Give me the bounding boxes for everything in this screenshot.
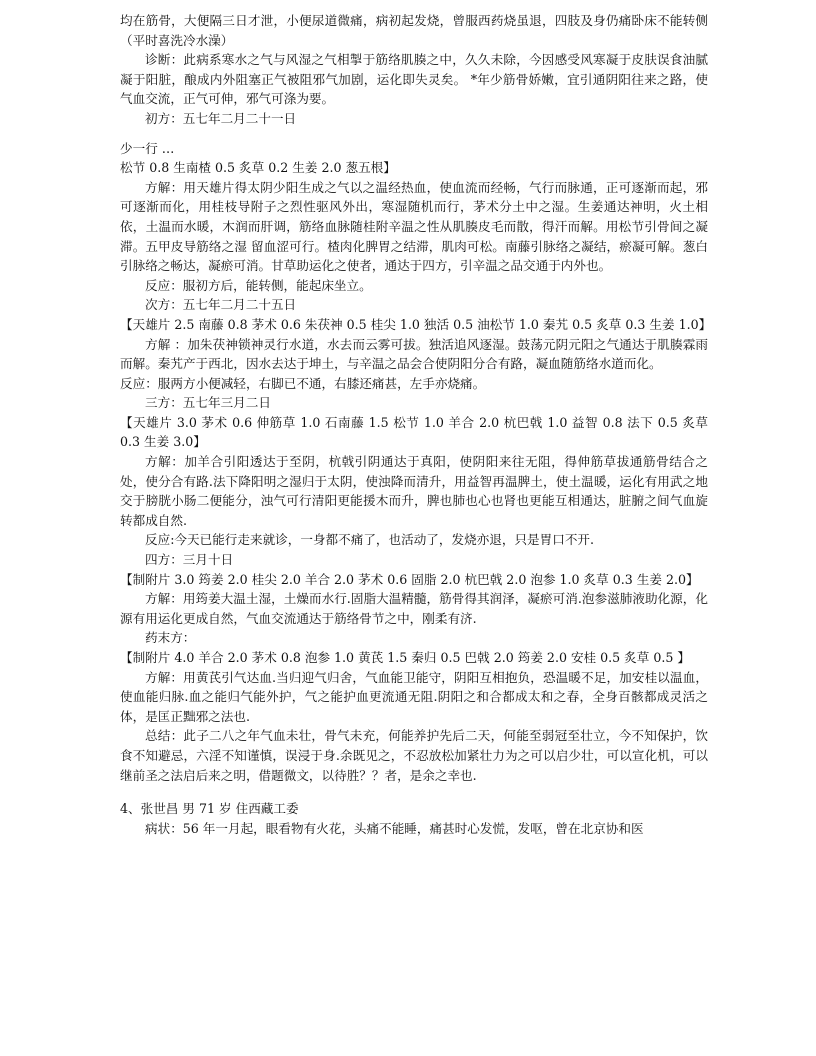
case3-diagnosis: 诊断：此病系寒水之气与风湿之气相掣于筋络肌腠之中，久久未除，今因感受风寒凝于皮肤误食油腻凝于阳脏，酿成内外阻塞正气被阻邪气加剧，运化即失灵矣。 *年少筋骨娇嫩，宜引通阴阳往来之路，使气血交流，正气可伸，邪气可涤为要。 [120, 52, 708, 107]
second-prescription-reaction: 反应：服两方小便减轻，右脚已不通，右膝还痛甚，左手亦烧痛。 [120, 375, 486, 391]
second-prescription-herbs: 【天雄片 2.5 南藤 0.8 茅术 0.6 朱茯神 0.5 桂尖 1.0 独活 0.5 油松节 1.0 秦艽 0.5 炙草 0.3 生姜 1.0】 [120, 316, 712, 332]
case3-summary: 总结：此子二八之年气血未壮，骨气未充，何能养护先后二天，何能至弱冠至壮立，今不知保护，饮食不知避忌，六淫不知谨慎，误浸于身.余既见之，不忍放松加紧壮力为之可以启少壮，可以宣化机，可以继前圣之法启后来之明，借题微文，以待胜？？者，是余之幸也. [120, 728, 708, 783]
case3-symptom-continued: 均在筋骨，大便隔三日才泄，小便尿道微痛，病初起发烧，曾服西药烧虽退，四肢及身仍痛卧床不能转侧（平时喜洗冷水澡） [120, 13, 708, 48]
case4-heading: 4、张世昌 男 71 岁 住西藏工委 [120, 801, 299, 817]
fourth-prescription-explanation: 方解：用筠姜大温土湿，土燥而水行.固脂大温精髓，筋骨得其润泽，凝瘀可消.泡参滋肺液助化源，化源有用运化更成自然，气血交流通达于筋络骨节之中，刚柔有济. [120, 591, 708, 626]
first-prescription-explanation: 方解：用天雄片得太阴少阳生成之气以之温经热血，使血流而经畅，气行而脉通，正可逐渐而起，邪可逐渐而化，用桂枝导附子之烈性驱风外出，寒湿随机而行，茅术分土中之湿。生姜通达神明，火土相依，土温而水暖，木润而肝调，筋络血脉随桂附辛温之性从肌腠皮毛而散，得汗而解。用松节引骨间之凝滞。五甲皮导筋络之湿 留血涩可行。楂肉化脾胃之结滞，肌肉可松。南藤引脉络之凝结，瘀凝可解。葱白引脉络之畅达，凝瘀可消。甘草助运化之使者，通达于四方，引辛温之品交通于内外也。 [120, 179, 708, 274]
powder-prescription-explanation: 方解：用黄芪引气达血.当归迎气归舍，气血能卫能守，阴阳互相抱负，恐温暖不足，加安桂以温血，使血能归脉.血之能归气能外护，气之能护血更流通无阻.阴阳之和合都成太和之春，全身百骸都成灵活之体，是匡正黜邪之法也. [120, 669, 708, 724]
second-prescription-explanation: 方解 ：加朱茯神锁神灵行水道，水去而云雾可拔。独活追风逐湿。鼓荡元阴元阳之气通达于肌腠霖雨而解。秦艽产于西北，因水去达于坤土，与辛温之品会合使阴阳分合有路，凝血随筋络水道而化。 [120, 336, 708, 372]
first-prescription-reaction: 反应：服初方后，能转侧，能起床坐立。 [145, 277, 372, 293]
third-prescription-reaction: 反应:今天已能行走来就诊，一身都不痛了，也活动了，发烧亦退，只是胃口不开. [145, 532, 595, 548]
fourth-prescription-herbs: 【制附片 3.0 筠姜 2.0 桂尖 2.0 羊合 2.0 茅术 0.6 固脂 2.0 杭巴戟 2.0 泡参 1.0 炙草 0.3 生姜 2.0】 [120, 571, 699, 587]
document-body [120, 11, 712, 838]
third-prescription-explanation: 方解：加羊合引阳透达于至阴，杭戟引阴通达于真阳，使阴阳来往无阻，得伸筋草拔通筋骨结合之处，使分合有路.法下降阳明之湿归于太阴，使浊降而清升，用益智再温脾土，使土温暖，运化有用武之地交于膀胱小肠二便能分，浊气可行清阳更能援木而升，脾也肺也心也肾也更能互相通达，脏腑之间气血旋转都成自然. [120, 454, 708, 528]
first-prescription-date: 初方：五七年二月二十一日 [145, 110, 297, 126]
powder-prescription-herbs: 【制附片 4.0 羊合 2.0 茅术 0.8 泡参 1.0 黄芪 1.5 秦归 0.5 巴戟 2.0 筠姜 2.0 安桂 0.5 炙草 0.5 】 [120, 650, 691, 665]
powder-prescription-title: 药末方： [145, 630, 196, 646]
case4-symptom: 病状：56 年一月起，眼看物有火花，头痛不能睡，痛甚时心发慌，发呕，曾在北京协和医 [145, 820, 644, 836]
second-prescription-date: 次方：五七年二月二十五日 [145, 297, 297, 313]
first-prescription-herbs: 松节 0.8 生南楂 0.5 炙草 0.2 生姜 2.0 葱五根】 [120, 160, 396, 176]
fourth-prescription-date: 四方：三月十日 [145, 552, 234, 568]
missing-line-note: 少一行 … [120, 140, 175, 156]
third-prescription-date: 三方：五七年三月二日 [145, 395, 271, 411]
third-prescription-herbs: 【天雄片 3.0 茅术 0.6 伸筋草 1.0 石南藤 1.5 松节 1.0 羊合 2.0 杭巴戟 1.0 益智 0.8 法下 0.5 炙草 0.3 生姜 3.0】 [120, 414, 708, 450]
